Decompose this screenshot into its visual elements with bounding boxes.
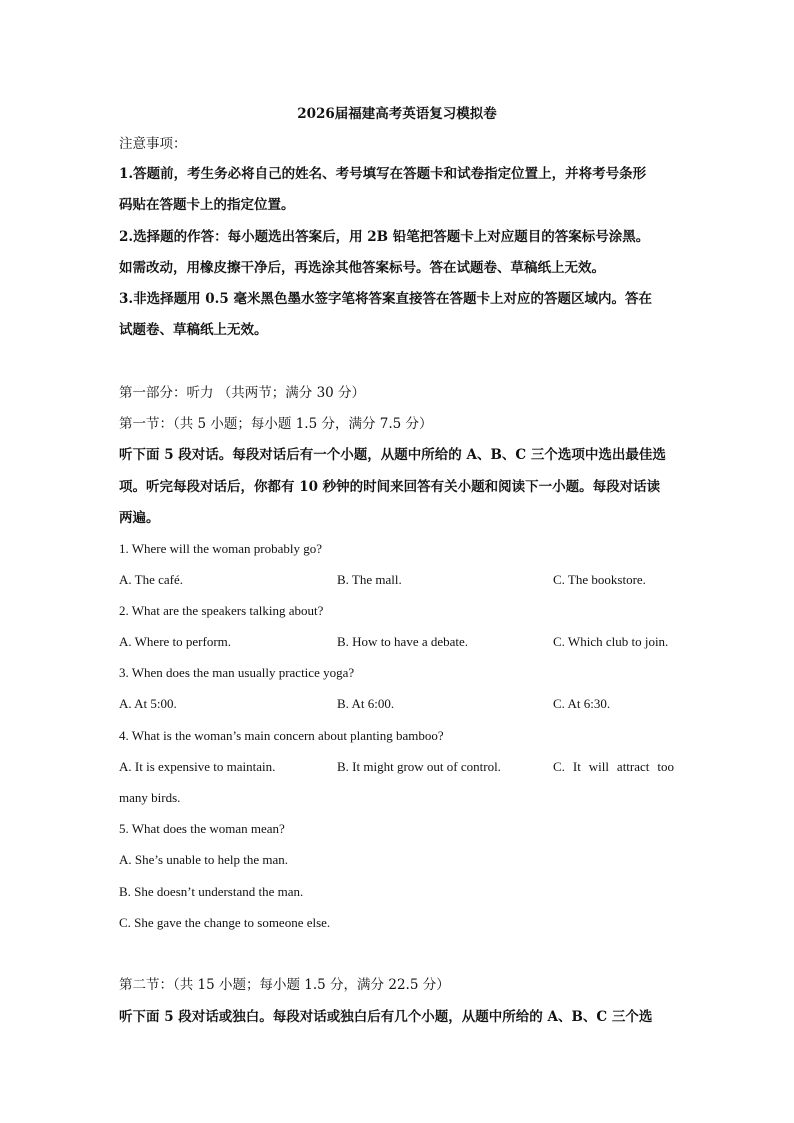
question-4-stem: 4. What is the woman’s main concern about planting bamboo? (119, 728, 444, 743)
notice-heading: 注意事项： (119, 136, 187, 152)
notice-item-2-line-2: 如需改动，用橡皮擦干净后，再选涂其他答案标号。答在试题卷、草稿纸上无效。 (119, 260, 605, 276)
exam-title: 2026届福建高考英语复习模拟卷 (297, 106, 497, 122)
question-4-option-c-word: will (588, 759, 609, 774)
question-3-stem: 3. When does the man usually practice yoga? (119, 665, 355, 680)
question-1-option-a: A. The café. (119, 572, 184, 587)
question-4-option-c-word: too (657, 759, 674, 774)
section1-instruction-line-2: 项。听完每段对话后，你都有 10 秒钟的时间来回答有关小题和阅读下一小题。每段对话读 (119, 479, 661, 495)
question-2-option-c: C. Which club to join. (553, 634, 669, 649)
question-1-option-c: C. The bookstore. (553, 572, 646, 587)
question-5-option-c: C. She gave the change to someone else. (119, 915, 331, 930)
question-5-stem: 5. What does the woman mean? (119, 821, 285, 836)
section1-heading: 第一节：（共 5 小题；每小题 1.5 分，满分 7.5 分） (119, 416, 433, 432)
notice-item-3-line-1: 3.非选择题用 0.5 毫米黑色墨水签字笔将答案直接答在答题卡上对应的答题区域内。答在 (119, 291, 652, 307)
question-3-option-b: B. At 6:00. (337, 696, 395, 711)
question-2-option-b: B. How to have a debate. (337, 634, 469, 649)
question-2-stem: 2. What are the speakers talking about? (119, 603, 324, 618)
question-4-option-b: B. It might grow out of control. (337, 759, 501, 774)
notice-item-1-line-1: 1.答题前，考生务必将自己的姓名、考号填写在答题卡和试卷指定位置上，并将考号条形 (119, 166, 647, 182)
question-2-option-a: A. Where to perform. (119, 634, 232, 649)
question-5-option-a: A. She’s unable to help the man. (119, 852, 288, 867)
notice-item-3-line-2: 试题卷、草稿纸上无效。 (119, 322, 268, 338)
section2-heading: 第二节：（共 15 小题；每小题 1.5 分，满分 22.5 分） (119, 977, 450, 993)
question-4-option-c-continuation: many birds. (119, 790, 181, 805)
part1-heading: 第一部分：听力 （共两节；满分 30 分） (119, 385, 366, 401)
notice-item-2-line-1: 2.选择题的作答：每小题选出答案后，用 2B 铅笔把答题卡上对应题目的答案标号涂黑。 (119, 229, 650, 245)
question-4-option-c-word: C. (553, 759, 565, 774)
question-4-option-c (553, 757, 674, 777)
section2-instruction-line-1: 听下面 5 段对话或独白。每段对话或独白后有几个小题，从题中所给的 A、B、C 三个选 (119, 1009, 653, 1025)
question-4-option-c-word: It (572, 759, 581, 774)
notice-item-1-line-2: 码贴在答题卡上的指定位置。 (119, 197, 295, 213)
question-1-option-b: B. The mall. (337, 572, 402, 587)
section1-instruction-line-1: 听下面 5 段对话。每段对话后有一个小题，从题中所给的 A、B、C 三个选项中选出最佳选 (119, 447, 666, 463)
question-1-stem: 1. Where will the woman probably go? (119, 541, 323, 556)
question-4-option-c-word: attract (616, 759, 650, 774)
question-4-option-a: A. It is expensive to maintain. (119, 759, 276, 774)
section1-instruction-line-3: 两遍。 (119, 510, 160, 526)
question-3-option-c: C. At 6:30. (553, 696, 611, 711)
question-5-option-b: B. She doesn’t understand the man. (119, 884, 304, 899)
question-3-option-a: A. At 5:00. (119, 696, 177, 711)
